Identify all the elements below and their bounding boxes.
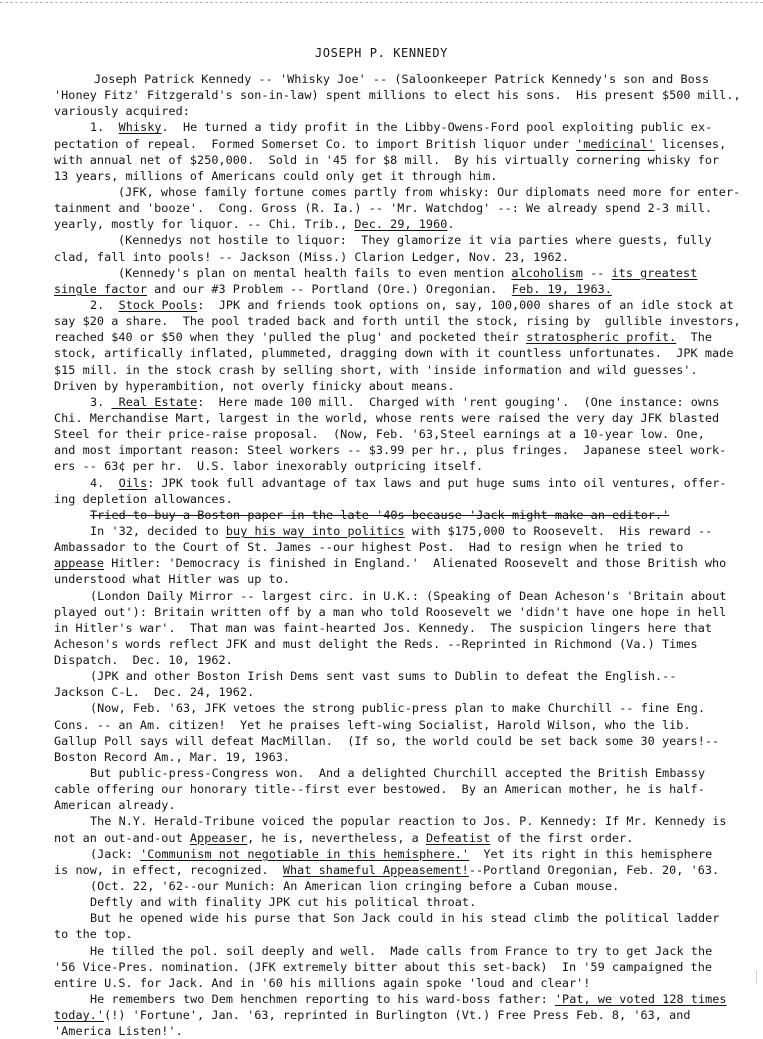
text-line [54,878,746,894]
line-text: He tilled the pol. soil deeply and well. Made calls from France to try to get Jack the [90,943,713,958]
line-text: Deftly and with finality JPK cut his political throat. [90,895,477,910]
line-text: with annual net of $250,000. Sold in '45 for $8 mill. By his virtually cornering whisky for [54,152,720,167]
text-line [54,265,746,281]
line-text: of the first order. [490,830,634,845]
text-line [54,765,746,781]
underlined-text: Defeatist [425,830,491,845]
line-text: not an out-and-out [54,830,190,845]
page-title: JOSEPH P. KENNEDY [314,46,449,60]
text-line [54,668,746,684]
line-text: Gallup Poll says will defeat MacMillan. (If so, the world could be set back some 30 years!-- [54,733,720,748]
line-text: 4. [90,475,119,490]
underlined-text: alcoholism [511,265,583,280]
underlined-text: today.' [54,1008,105,1023]
line-text: . He turned a tidy profit in the Libby-Owens-Ford pool exploiting public ex- [161,120,713,135]
underlined-text: Whisky [118,120,162,135]
line-text: But he opened wide his purse that Son Jack could in his stead climb the political ladder [90,911,720,926]
page-edge-mark [746,970,757,984]
text-line [54,991,746,1007]
line-text: The [676,330,713,345]
text-line [54,684,746,700]
line-text: -- [582,265,612,280]
line-text: and our #3 Problem -- Portland (Ore.) Oregonian. [146,281,512,296]
line-text: Driven by hyperambition, not overly finicky about means. [54,378,455,393]
line-text: reached $40 or $50 when they 'pulled the plug' and pocketed their [54,330,527,345]
line-text: : JPK and friends took options on, say, 100,000 shares of an idle stock at [197,297,734,312]
text-line [54,184,746,200]
line-text: '56 Vice-Pres. nomination. (JFK extremely bitter about this set-back) In '59 campaigned the [54,959,713,974]
text-line [54,345,746,361]
text-line [54,410,746,426]
line-text: played out'): Britain written off by a man who told Roosevelt we 'didn't have one hope in hell [54,604,727,619]
line-text: (Jack: [90,846,141,861]
line-text: (Kennedys not hostile to liquor: They glamorize it via parties where guests, fully [118,233,712,248]
text-line [54,894,746,910]
line-text: entire U.S. for Jack. And in '60 his millions again spoke 'loud and clear'! [54,975,591,990]
line-text: cable offering our honorary title--first ever bestowed. By an American mother, he is half- [54,782,705,797]
line-text: Hitler: 'Democracy is finished in England.' Alienated Roosevelt and those British who [104,556,727,571]
line-text: 3. [90,394,112,409]
line-text: say $20 a share. The pool traded back and forth until the stock, rising by gullible investors, [54,314,741,329]
text-line [54,636,746,652]
text-line [54,975,746,991]
text-line [54,426,746,442]
line-text: : Here made 100 mill. Charged with 'rent gouging'. (One instance: owns [197,394,720,409]
line-text: (JFK, whose family fortune comes partly from whisky: Our diplomats need more for enter- [118,184,741,199]
text-line [54,588,746,604]
line-text: Joseph Patrick Kennedy -- 'Whisky Joe' -- (Saloonkeeper Patrick Kennedy's son and Boss [94,72,710,86]
text-line [54,749,746,765]
text-line [54,539,746,555]
line-text: But public-press-Congress won. And a delighted Churchill accepted the British Embassy [90,766,706,781]
line-text: He remembers two Dem henchmen reporting to his ward-boss father: [90,992,555,1007]
line-text: The N.Y. Herald-Tribune voiced the popular reaction to Jos. P. Kennedy: If Mr. Kennedy is [90,814,727,829]
text-line [54,813,746,829]
underlined-text: Feb. 19, 1963. [511,281,612,296]
line-text: ing depletion allowances. [54,491,233,506]
underlined-text: buy his way into politics [225,523,405,538]
underlined-text: Real Estate [111,394,198,409]
line-text: tainment and 'booze'. Cong. Gross (R. Ia.) -- 'Mr. Watchdog' --: We already spend 2-3 mill. [54,201,713,216]
line-text: ers -- 63¢ per hr. U.S. labor inexorably outpricing itself. [54,459,484,474]
text-line [54,846,746,862]
text-line [54,394,746,410]
text-line [54,652,746,668]
text-line [54,119,746,135]
text-line [54,781,746,797]
line-text: licenses, [654,136,727,151]
line-text: (Oct. 22, '62--our Munich: An American lion cringing before a Cuban mouse. [90,879,620,894]
text-line [54,1023,746,1039]
text-line [54,71,746,87]
underlined-text: 'medicinal' [576,136,655,151]
text-line [54,620,746,636]
line-text: Cons. -- an Am. citizen! Yet he praises left-wing Socialist, Harold Wilson, who the lib. [54,717,691,732]
line-text: (London Daily Mirror -- largest circ. in U.K.: (Speaking of Dean Acheson's 'Britain about [90,588,727,603]
line-text: understood what Hitler was up to. [54,572,291,587]
line-text: 'America Listen!'. [54,1024,183,1039]
line-text: yearly, mostly for liquor. -- Chi. Trib., [54,217,355,232]
line-text: --Portland Oregonian, Feb. 20, '63. [468,862,720,877]
struck-text: Tried to buy a Boston paper in the late '40s because 'Jack might make an editor.' [90,507,670,522]
text-line [54,910,746,926]
underlined-text: Appeaser [189,830,248,845]
underlined-text: Oils [118,475,148,490]
text-line [54,571,746,587]
text-line [54,491,746,507]
text-line [54,200,746,216]
line-text: 2. [90,297,119,312]
line-text: Yet its right in this hemisphere [469,846,713,861]
line-text: $15 mill. in the stock crash by selling short, with 'inside information and wild guesses'. [54,362,698,377]
underlined-text: Dec. 29, 1960 [354,217,448,232]
underlined-text: 'Pat, we voted 128 times [554,992,727,1007]
text-line [54,507,746,523]
line-text: (JPK and other Boston Irish Dems sent vast sums to Dublin to defeat the English.-- [90,669,677,684]
text-line [54,249,746,265]
line-text: (!) 'Fortune', Jan. '63, reprinted in Burlington (Vt.) Free Press Feb. 8, '63, and [104,1008,691,1023]
text-line [54,523,746,539]
line-text: American already. [54,798,176,813]
text-line [54,733,746,749]
line-text: Chi. Merchandise Mart, largest in the world, whose rents were raised the very day JFK blasted [54,410,720,425]
underlined-text: stratospheric profit. [526,330,677,345]
line-text: Jackson C-L. Dec. 24, 1962. [54,685,255,700]
line-text: Ambassador to the Court of St. James --our highest Post. Had to resign when he tried to [54,540,684,555]
text-line [54,87,746,103]
underlined-text: 'Communism not negotiable in this hemisphere.' [140,846,470,861]
top-dashed-rule [0,2,763,3]
underlined-text: single factor [54,281,147,296]
underlined-text: Stock Pools [118,297,198,312]
text-line [54,168,746,184]
text-line [54,475,746,491]
line-text: is now, in effect, recognized. [54,862,283,877]
line-text: . [447,217,455,232]
line-text: In '32, decided to [90,523,226,538]
line-text: (Now, Feb. '63, JFK vetoes the strong public-press plan to make Churchill -- fine Eng. [90,701,706,716]
text-line [54,1007,746,1023]
document-body [54,71,746,1039]
line-text: and most important reason: Steel workers -- $3.99 per hr., plus fringes. Japanese steel work- [54,443,727,458]
text-line [54,136,746,152]
text-line [54,378,746,394]
line-text: : JPK took full advantage of tax laws and put huge sums into oil ventures, offer- [147,475,727,490]
text-line [54,943,746,959]
line-text: in Hitler's war'. That man was faint-hearted Jos. Kennedy. The suspicion lingers here that [54,620,713,635]
line-text: 13 years, millions of Americans could only get it through him. [54,168,498,183]
text-line [54,555,746,571]
line-text: Dispatch. Dec. 10, 1962. [54,653,233,668]
text-line [54,700,746,716]
text-line [54,297,746,313]
text-line [54,717,746,733]
line-text: with $175,000 to Roosevelt. His reward -- [404,523,713,538]
underlined-text: appease [54,556,105,571]
text-line [54,232,746,248]
text-line [54,959,746,975]
line-text: pectation of repeal. Formed Somerset Co. to import British liquor under [54,136,577,151]
text-line [54,313,746,329]
text-line [54,797,746,813]
line-text: , he is, nevertheless, a [247,830,426,845]
line-text: to the top. [54,927,133,942]
text-line [54,362,746,378]
line-text: Acheson's words reflect JFK and must delight the Reds. --Reprinted in Richmond (Va.) Times [54,636,698,651]
line-text: Boston Record Am., Mar. 19, 1963. [54,749,291,764]
text-line [54,281,746,297]
line-text: 1. [90,120,119,135]
text-line [54,329,746,345]
text-line [54,152,746,168]
line-text: (Kennedy's plan on mental health fails to even mention [118,265,512,280]
line-text: stock, artifically inflated, plummeted, dragging down with it countless unfortunates. JPK made [54,346,734,361]
text-line [54,862,746,878]
text-line [54,103,746,119]
line-text: variously acquired: [54,104,190,119]
text-line [54,458,746,474]
underlined-text: its greatest [611,265,698,280]
line-text: clad, fall into pools! -- Jackson (Miss.) Clarion Ledger, Nov. 23, 1962. [54,249,569,264]
text-line [54,830,746,846]
line-text: Steel for their price-raise proposal. (Now, Feb. '63,Steel earnings at a 10-year low. One, [54,427,705,442]
text-line [54,926,746,942]
text-line [54,216,746,232]
underlined-text: What shameful Appeasement! [282,862,469,877]
text-line [54,604,746,620]
line-text: 'Honey Fitz' Fitzgerald's son-in-law) spent millions to elect his sons. His present $500 mill., [54,88,741,103]
text-line [54,442,746,458]
